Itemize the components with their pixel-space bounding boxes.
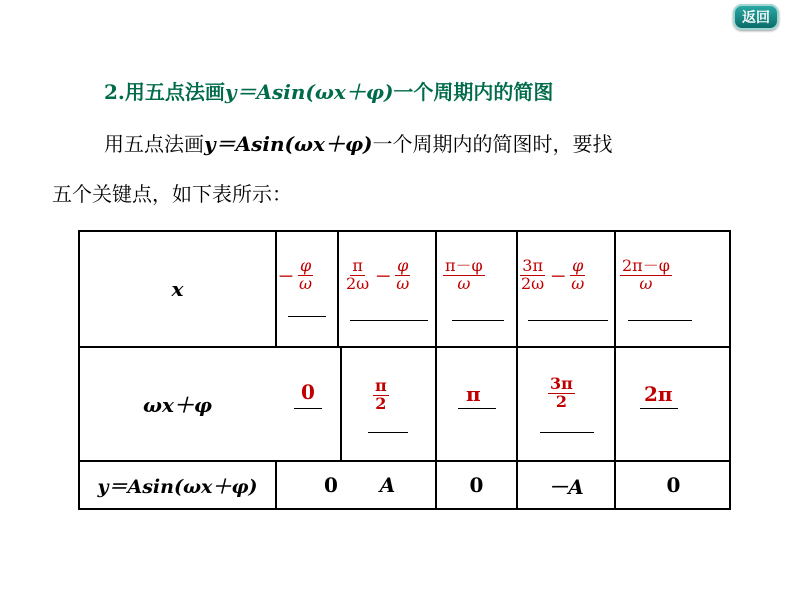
para-function: y＝Asin(ωx＋φ): [204, 132, 373, 156]
phase-answer-1: 0: [301, 380, 315, 404]
x-answer-3: $\frac{\pi-\varphi}{\omega}$: [445, 256, 483, 293]
x-answer-5: $\frac{2\pi-\varphi}{\omega}$: [622, 256, 670, 293]
section-heading: [104, 76, 553, 105]
y-value-2: A: [379, 473, 396, 497]
col-divider: [614, 232, 616, 346]
x-answer-2: $\frac{\pi}{2\omega}$ － $\frac{\varphi}{\omega}$: [346, 256, 410, 293]
y-value-5: 0: [666, 473, 681, 497]
y-value-3: 0: [469, 473, 484, 497]
paragraph-line-2: 五个关键点，如下表所示：: [52, 182, 292, 206]
answer-blank: [294, 408, 322, 409]
row-label-phase: ωx＋φ: [142, 392, 213, 417]
x-answer-4: $\frac{3\pi}{2\omega}$ － $\frac{\varphi}{\omega}$: [521, 256, 585, 293]
answer-blank: [350, 320, 428, 321]
x-answer-1: － $\frac{\varphi}{\omega}$: [278, 256, 313, 293]
answer-blank: [540, 432, 594, 433]
five-point-table: [78, 230, 731, 510]
phase-answer-2: $\frac{\pi}{2}$: [375, 376, 387, 413]
y-value-1: 0: [324, 473, 338, 497]
y-value-4: －A: [548, 474, 584, 499]
back-button[interactable]: 返回: [733, 4, 779, 30]
col-divider: [275, 232, 277, 346]
answer-blank: [458, 408, 496, 409]
answer-blank: [628, 320, 692, 321]
answer-blank: [640, 408, 678, 409]
row-label-x: x: [171, 277, 184, 301]
col-divider: [340, 346, 342, 460]
row-label-y: y＝Asin(ωx＋φ): [97, 475, 258, 498]
heading-prefix: 2.用五点法画: [104, 80, 225, 104]
col-divider: [516, 232, 518, 346]
answer-blank: [368, 432, 408, 433]
col-divider: [337, 232, 339, 346]
phase-answer-3: π: [466, 382, 481, 406]
phase-answer-5: 2π: [644, 382, 673, 406]
heading-suffix: 一个周期内的简图: [393, 80, 554, 104]
para-prefix: 用五点法画: [104, 132, 204, 156]
answer-blank: [288, 316, 326, 317]
answer-blank: [528, 320, 608, 321]
para-suffix: 一个周期内的简图时，要找: [372, 132, 613, 156]
paragraph-line-1: [104, 128, 613, 157]
heading-function: y＝Asin(ωx＋φ): [224, 80, 394, 104]
phase-answer-4: $\frac{3\pi}{2}$: [550, 374, 573, 411]
col-divider: [435, 232, 437, 346]
answer-blank: [452, 320, 504, 321]
